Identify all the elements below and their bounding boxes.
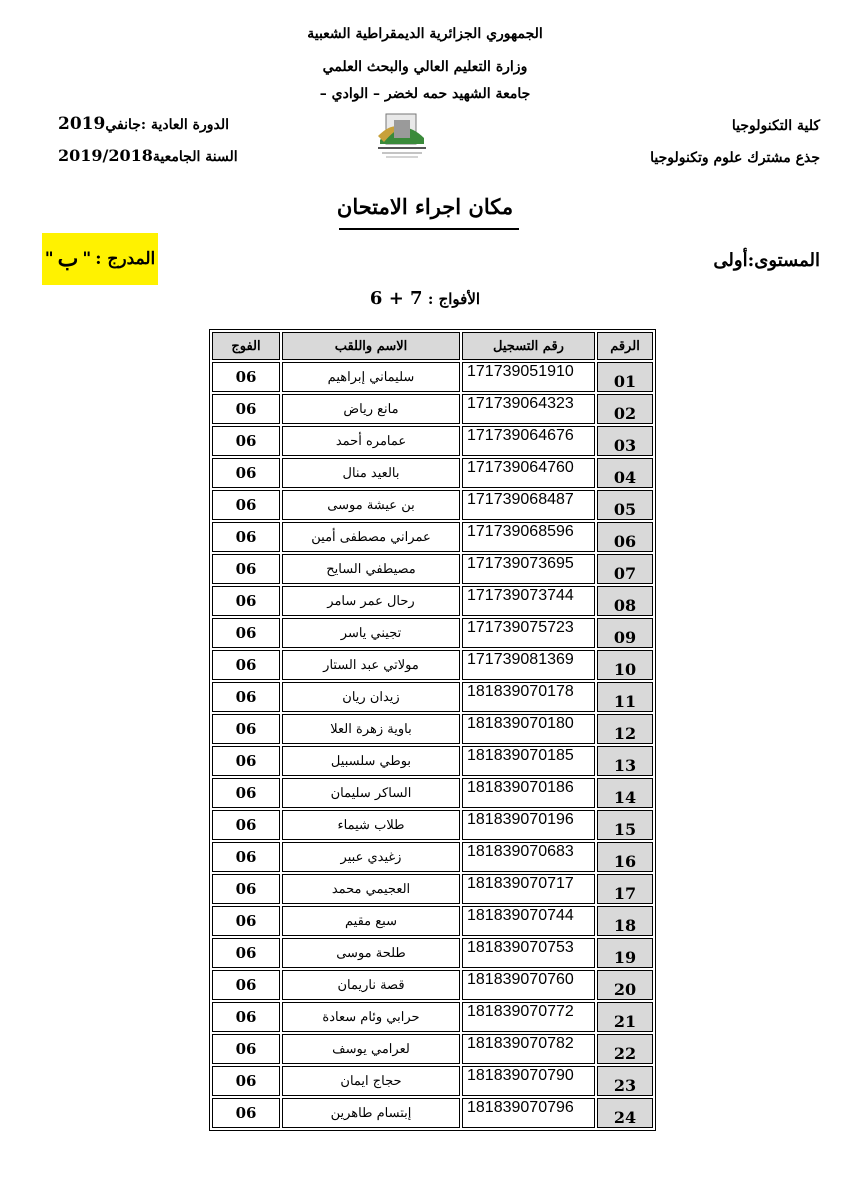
registration-number: 181839070186 (462, 778, 595, 808)
row-number: 14 (597, 778, 653, 808)
row-number: 22 (597, 1034, 653, 1064)
hall-open-quote: " (82, 249, 92, 269)
table-row (212, 746, 653, 776)
table-row (212, 394, 653, 424)
row-number: 15 (597, 810, 653, 840)
registration-number: 171739051910 (462, 362, 595, 392)
registration-number: 171739064676 (462, 426, 595, 456)
row-number: 08 (597, 586, 653, 616)
common-core: جذع مشترك علوم وتكنولوجيا (650, 150, 820, 166)
student-name: تجيني ياسر (282, 618, 460, 648)
row-number: 12 (597, 714, 653, 744)
header-ministry: وزارة التعليم العالي والبحث العلمي (322, 59, 528, 75)
student-name: قصة ناريمان (282, 970, 460, 1000)
registration-number: 171739064323 (462, 394, 595, 424)
hall-close-quote: " (44, 249, 54, 269)
academic-year: 2019/2018 (58, 146, 153, 165)
group-number: 06 (212, 714, 280, 744)
student-name: الساكر سليمان (282, 778, 460, 808)
group-number: 06 (212, 522, 280, 552)
group-number: 06 (212, 746, 280, 776)
group-number: 06 (212, 682, 280, 712)
faculty-name: كلية التكنولوجيا (731, 118, 820, 134)
table-row (212, 906, 653, 936)
student-name: عمراني مصطفى أمين (282, 522, 460, 552)
registration-number: 181839070753 (462, 938, 595, 968)
table-row (212, 618, 653, 648)
row-number: 23 (597, 1066, 653, 1096)
table-row (212, 842, 653, 872)
registration-number: 181839070782 (462, 1034, 595, 1064)
group-number: 06 (212, 618, 280, 648)
table-row (212, 810, 653, 840)
group-number: 06 (212, 426, 280, 456)
row-number: 16 (597, 842, 653, 872)
group-number: 06 (212, 842, 280, 872)
row-number: 06 (597, 522, 653, 552)
registration-number: 171739064760 (462, 458, 595, 488)
registration-number: 181839070796 (462, 1098, 595, 1128)
table-row (212, 1066, 653, 1096)
row-number: 21 (597, 1002, 653, 1032)
group-number: 06 (212, 970, 280, 1000)
group-number: 06 (212, 1034, 280, 1064)
table-row (212, 490, 653, 520)
row-number: 03 (597, 426, 653, 456)
table-row (212, 554, 653, 584)
group-number: 06 (212, 1002, 280, 1032)
table-row (212, 426, 653, 456)
group-number: 06 (212, 938, 280, 968)
title-underline (339, 228, 519, 230)
academic-year-info (58, 146, 238, 165)
student-name: بن عيشة موسى (282, 490, 460, 520)
row-number: 10 (597, 650, 653, 680)
student-name: عمامره أحمد (282, 426, 460, 456)
row-number: 02 (597, 394, 653, 424)
student-name: مصيطفي السايح (282, 554, 460, 584)
header-university: جامعة الشهيد حمه لخضر – الوادي – (319, 86, 531, 102)
group-number: 06 (212, 586, 280, 616)
student-name: زيدان ريان (282, 682, 460, 712)
university-logo-icon (372, 108, 432, 164)
group-number: 06 (212, 906, 280, 936)
groups-info (0, 288, 850, 309)
row-number: 20 (597, 970, 653, 1000)
student-name: مولاتي عبد الستار (282, 650, 460, 680)
registration-number: 181839070196 (462, 810, 595, 840)
session-year: 2019 (58, 114, 106, 134)
group-number: 06 (212, 650, 280, 680)
student-name: زغيدي عبير (282, 842, 460, 872)
student-name: مانع رياض (282, 394, 460, 424)
registration-number: 181839070760 (462, 970, 595, 1000)
table-row (212, 778, 653, 808)
table-row (212, 938, 653, 968)
table-row (212, 362, 653, 392)
session-info (58, 114, 229, 134)
row-number: 13 (597, 746, 653, 776)
row-number: 19 (597, 938, 653, 968)
registration-number: 181839070717 (462, 874, 595, 904)
table-row (212, 650, 653, 680)
group-number: 06 (212, 810, 280, 840)
student-name: طلحة موسى (282, 938, 460, 968)
student-name: سليماني إبراهيم (282, 362, 460, 392)
header-name: الاسم واللقب (282, 332, 460, 360)
groups-label: الأفواج : (427, 290, 481, 308)
student-name: رحال عمر سامر (282, 586, 460, 616)
group-number: 06 (212, 778, 280, 808)
header-group: الفوج (212, 332, 280, 360)
student-name: العجيمي محمد (282, 874, 460, 904)
table-row (212, 1034, 653, 1064)
page-title: مكان اجراء الامتحان (336, 194, 514, 219)
group-number: 06 (212, 458, 280, 488)
student-name: لعرامي يوسف (282, 1034, 460, 1064)
student-name: بوطي سلسبيل (282, 746, 460, 776)
group-number: 06 (212, 394, 280, 424)
row-number: 11 (597, 682, 653, 712)
hall-label: المدرج : (95, 249, 156, 269)
student-name: حرابي وئام سعادة (282, 1002, 460, 1032)
registration-number: 171739073695 (462, 554, 595, 584)
registration-number: 181839070744 (462, 906, 595, 936)
registration-number: 171739068596 (462, 522, 595, 552)
registration-number: 181839070180 (462, 714, 595, 744)
group-number: 06 (212, 1098, 280, 1128)
student-name: سبع مقيم (282, 906, 460, 936)
table-row (212, 874, 653, 904)
table-row (212, 458, 653, 488)
level-label: المستوى:أولى (713, 250, 820, 271)
table-row (212, 1098, 653, 1128)
student-name: باوية زهرة العلا (282, 714, 460, 744)
registration-number: 171739075723 (462, 618, 595, 648)
registration-number: 171739081369 (462, 650, 595, 680)
registration-number: 171739068487 (462, 490, 595, 520)
student-name: طلاب شيماء (282, 810, 460, 840)
table-row (212, 682, 653, 712)
academic-label: السنة الجامعية (152, 149, 238, 165)
hall-badge (42, 233, 158, 285)
registration-number: 181839070772 (462, 1002, 595, 1032)
registration-number: 181839070178 (462, 682, 595, 712)
table-header-row (212, 332, 653, 360)
row-number: 04 (597, 458, 653, 488)
group-number: 06 (212, 490, 280, 520)
row-number: 01 (597, 362, 653, 392)
group-number: 06 (212, 554, 280, 584)
students-table (209, 329, 656, 1131)
registration-number: 171739073744 (462, 586, 595, 616)
group-number: 06 (212, 362, 280, 392)
table-row (212, 586, 653, 616)
row-number: 24 (597, 1098, 653, 1128)
groups-value: 6 + 7 (369, 288, 423, 309)
hall-letter: ب (57, 246, 79, 272)
group-number: 06 (212, 874, 280, 904)
row-number: 09 (597, 618, 653, 648)
row-number: 07 (597, 554, 653, 584)
student-name: إبتسام طاهرين (282, 1098, 460, 1128)
registration-number: 181839070185 (462, 746, 595, 776)
table-row (212, 714, 653, 744)
group-number: 06 (212, 1066, 280, 1096)
student-name: حجاج ايمان (282, 1066, 460, 1096)
header-num: الرقم (597, 332, 653, 360)
header-country: الجمهوري الجزائرية الديمقراطية الشعبية (307, 26, 543, 42)
row-number: 18 (597, 906, 653, 936)
header-reg: رقم التسجيل (462, 332, 595, 360)
table-row (212, 970, 653, 1000)
row-number: 05 (597, 490, 653, 520)
session-label: الدورة العادية :جانفي (105, 117, 229, 133)
table-row (212, 522, 653, 552)
registration-number: 181839070683 (462, 842, 595, 872)
student-name: بالعيد منال (282, 458, 460, 488)
registration-number: 181839070790 (462, 1066, 595, 1096)
row-number: 17 (597, 874, 653, 904)
table-row (212, 1002, 653, 1032)
